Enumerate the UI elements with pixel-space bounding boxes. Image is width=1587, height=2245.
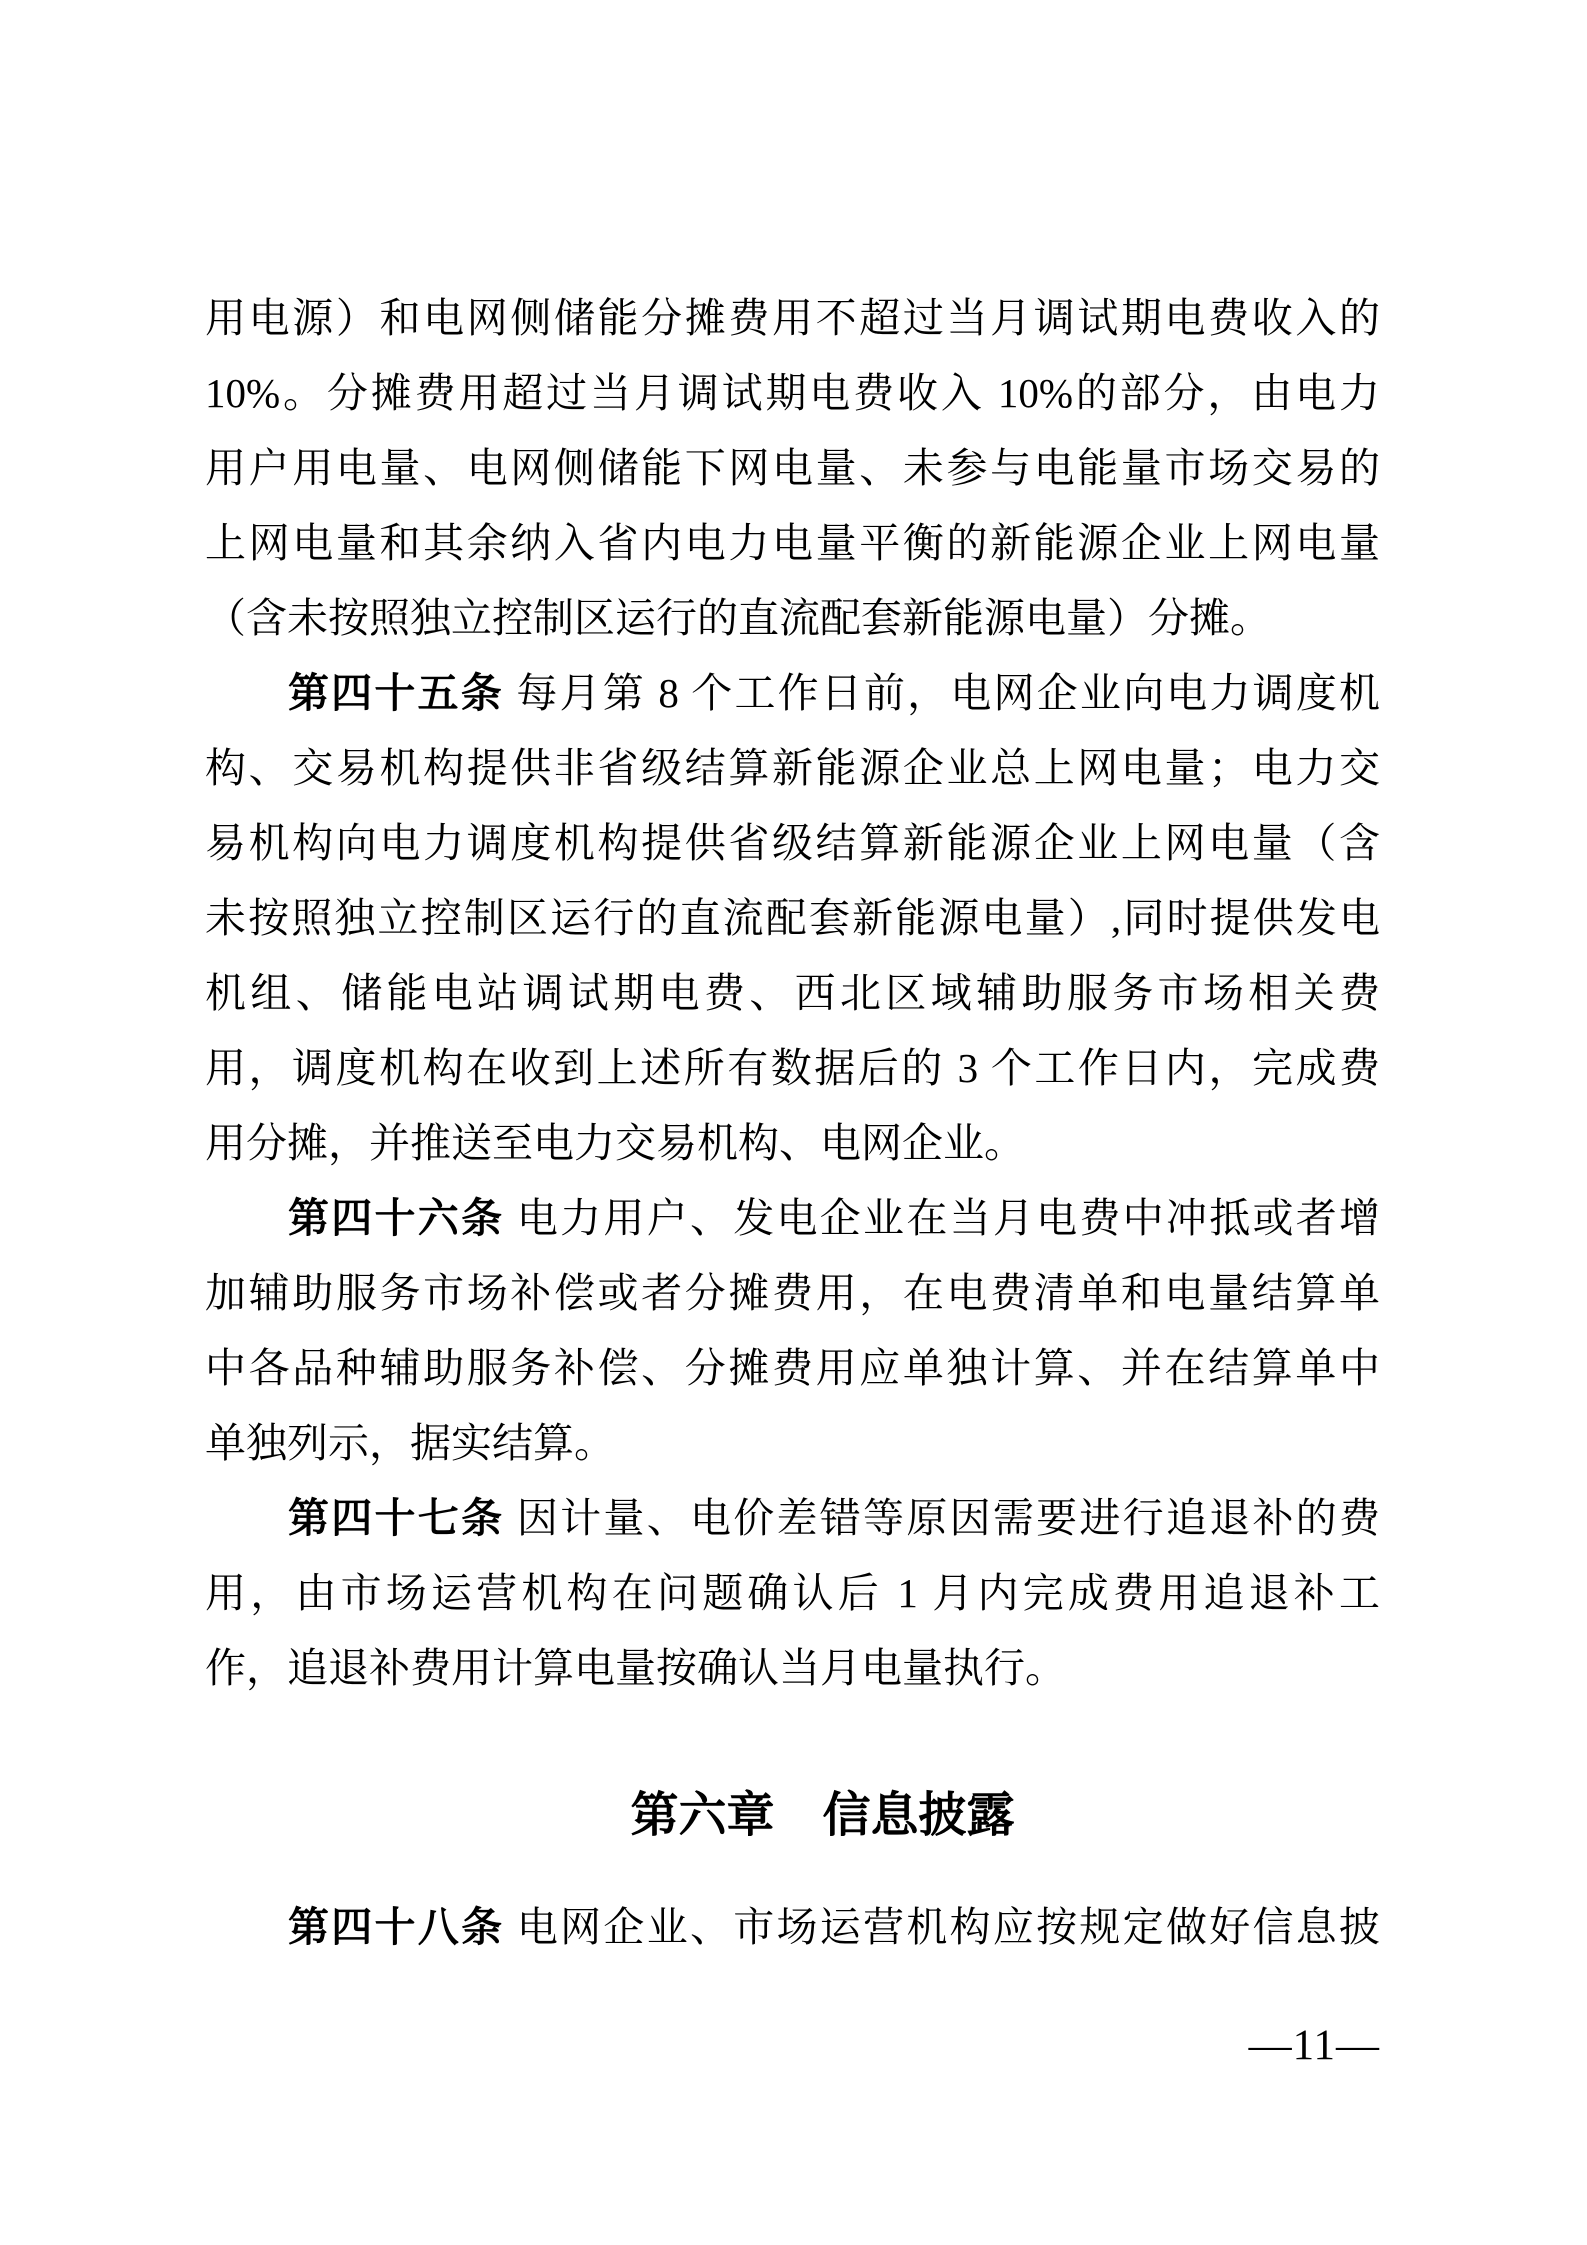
text-line: 用分摊，并推送至电力交易机构、电网企业。 — [205, 1120, 1025, 1166]
document-body — [205, 281, 1380, 2076]
article-text: 电网企业、市场运营机构应按规定做好信息披 — [516, 1904, 1381, 1950]
paragraph-continuation — [205, 281, 1380, 656]
text-line: 易机构向电力调度机构提供省级结算新能源企业上网电量（含 — [205, 820, 1380, 866]
article-number-label: 第四十八条 — [288, 1904, 505, 1950]
text-line: 用户用电量、电网侧储能下网电量、未参与电能量市场交易的 — [205, 445, 1380, 491]
page-number: —11— — [1248, 2022, 1380, 2069]
text-line — [205, 1181, 1380, 1256]
article-number-label: 第四十五条 — [288, 670, 504, 716]
text-line — [205, 1890, 1380, 1965]
paragraph-article-47 — [205, 1481, 1380, 1706]
text-line: 加辅助服务市场补偿或者分摊费用，在电费清单和电量结算单 — [205, 1270, 1380, 1316]
paragraph-article-45 — [205, 656, 1380, 1181]
text-line — [205, 656, 1380, 731]
article-number-label: 第四十六条 — [288, 1195, 505, 1241]
text-line: 10%。分摊费用超过当月调试期电费收入 10%的部分，由电力 — [205, 370, 1380, 416]
paragraph-article-46 — [205, 1181, 1380, 1481]
text-line: 未按照独立控制区运行的直流配套新能源电量）,同时提供发电 — [205, 895, 1380, 941]
text-line: 中各品种辅助服务补偿、分摊费用应单独计算、并在结算单中 — [205, 1345, 1380, 1391]
text-line — [205, 1481, 1380, 1556]
article-text: 因计量、电价差错等原因需要进行追退补的费 — [516, 1495, 1381, 1541]
chapter-heading: 第六章 信息披露 — [630, 1789, 1015, 1842]
text-line: 单独列示，据实结算。 — [205, 1420, 615, 1466]
text-line: 用电源）和电网侧储能分摊费用不超过当月调试期电费收入的 — [205, 295, 1380, 341]
article-text: 每月第 8 个工作日前，电网企业向电力调度机 — [516, 670, 1381, 716]
article-text: 电力用户、发电企业在当月电费中冲抵或者增 — [516, 1195, 1381, 1241]
text-line: 机组、储能电站调试期电费、西北区域辅助服务市场相关费 — [205, 970, 1380, 1016]
text-line: 上网电量和其余纳入省内电力电量平衡的新能源企业上网电量 — [205, 520, 1380, 566]
text-line: 作，追退补费用计算电量按确认当月电量执行。 — [205, 1645, 1066, 1691]
article-number-label: 第四十七条 — [288, 1495, 505, 1541]
text-line: 用，由市场运营机构在问题确认后 1 月内完成费用追退补工 — [205, 1570, 1380, 1616]
paragraph-article-48 — [205, 1890, 1380, 1965]
text-line: 用，调度机构在收到上述所有数据后的 3 个工作日内，完成费 — [205, 1045, 1380, 1091]
text-line: （含未按照独立控制区运行的直流配套新能源电量）分摊。 — [205, 595, 1271, 641]
text-line: 构、交易机构提供非省级结算新能源企业总上网电量；电力交 — [205, 745, 1380, 791]
